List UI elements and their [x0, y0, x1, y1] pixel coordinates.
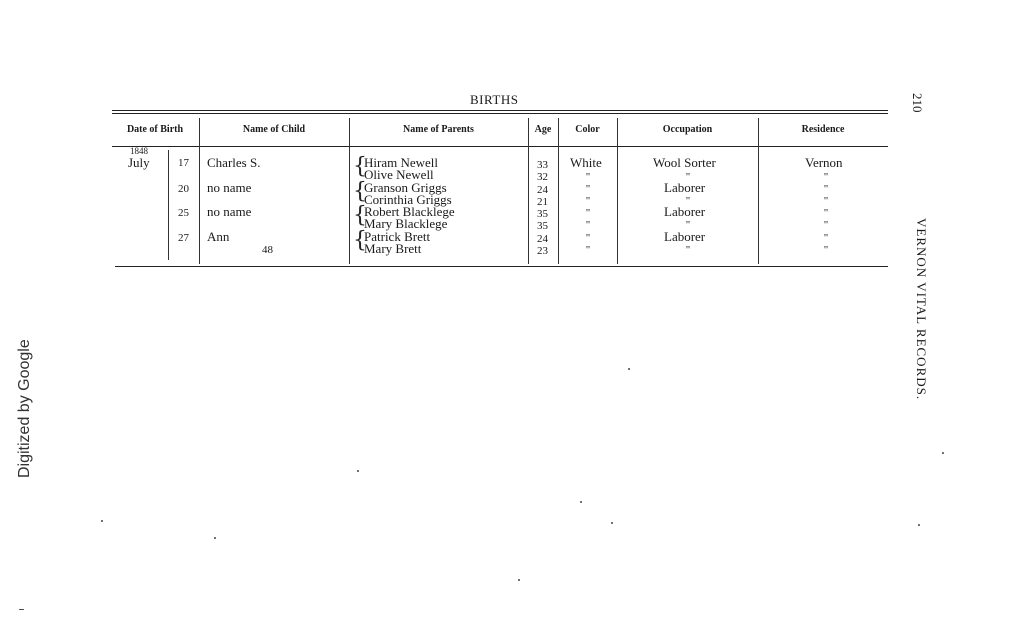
brace-icon: {: [353, 228, 367, 253]
scan-speck: [357, 470, 359, 472]
parent-cell: Robert Blacklege: [364, 204, 455, 219]
scan-speck: [628, 368, 630, 370]
col-line-color: [558, 118, 559, 264]
color-ditto: ": [585, 195, 591, 207]
residence-cell: Vernon: [805, 155, 843, 170]
col-line-child: [199, 118, 200, 264]
occupation-ditto: ": [685, 195, 691, 207]
header-residence: Residence: [801, 124, 845, 135]
child-cell: no name: [207, 180, 252, 195]
residence-ditto: ": [823, 171, 829, 183]
occupation-ditto: ": [685, 244, 691, 256]
header-color: Color: [575, 124, 600, 135]
scan-speck: [942, 452, 944, 454]
age-cell: 32: [537, 171, 548, 183]
occupation-cell: Laborer: [664, 180, 706, 195]
child-cell: no name: [207, 204, 252, 219]
age-cell: 21: [537, 196, 548, 208]
top-rule: [112, 110, 888, 111]
scan-speck: [580, 501, 582, 503]
scan-speck: [518, 579, 520, 581]
occupation-cell: Laborer: [664, 229, 706, 244]
scan-speck: [918, 524, 920, 526]
parent-cell: Corinthia Griggs: [364, 192, 452, 207]
page-title: BIRTHS: [470, 92, 519, 107]
residence-ditto: ": [823, 244, 829, 256]
child-cell: Charles S.: [207, 155, 261, 170]
color-ditto: ": [585, 219, 591, 231]
brace-icon: {: [353, 179, 367, 204]
residence-ditto: ": [823, 207, 829, 219]
age-cell: 23: [537, 245, 548, 257]
col-line-parents: [349, 118, 350, 264]
page-number: 210: [910, 93, 925, 113]
scan-speck: [19, 609, 24, 610]
scan-speck: [611, 522, 613, 524]
color-ditto: ": [585, 244, 591, 256]
bottom-rule: [115, 266, 888, 267]
day-cell: 27: [178, 232, 189, 244]
scan-speck: [214, 537, 216, 539]
age-cell: 24: [537, 184, 548, 196]
parent-cell: Mary Blacklege: [364, 216, 448, 231]
parent-cell: Hiram Newell: [364, 155, 439, 170]
age-cell: 24: [537, 233, 548, 245]
year-label: 1848: [130, 146, 148, 156]
parent-cell: Patrick Brett: [364, 229, 431, 244]
scan-speck: [101, 520, 103, 522]
brace-icon: {: [353, 154, 367, 179]
child-cell: Ann: [207, 229, 230, 244]
footnote-number: 48: [262, 244, 273, 256]
color-ditto: ": [585, 171, 591, 183]
brace-icon: {: [353, 203, 367, 228]
col-line-residence: [758, 118, 759, 264]
google-watermark: Digitized by Google: [16, 339, 33, 478]
day-cell: 25: [178, 207, 189, 219]
color-ditto: ": [585, 207, 591, 219]
parent-cell: Granson Griggs: [364, 180, 447, 195]
age-cell: 33: [537, 159, 548, 171]
age-cell: 35: [537, 208, 548, 220]
residence-ditto: ": [823, 195, 829, 207]
header-occupation: Occupation: [662, 124, 713, 135]
occupation-cell: Laborer: [664, 204, 706, 219]
parent-cell: Mary Brett: [364, 241, 422, 256]
day-cell: 20: [178, 183, 189, 195]
color-ditto: ": [585, 232, 591, 244]
col-line-occupation: [617, 118, 618, 264]
color-ditto: ": [585, 183, 591, 195]
occupation-ditto: ": [685, 219, 691, 231]
residence-ditto: ": [823, 183, 829, 195]
age-cell: 35: [537, 220, 548, 232]
occupation-ditto: ": [685, 171, 691, 183]
col-line-age: [528, 118, 529, 264]
color-cell: White: [570, 155, 602, 170]
day-cell: 17: [178, 157, 189, 169]
header-date-of-birth: Date of Birth: [126, 124, 184, 135]
residence-ditto: ": [823, 219, 829, 231]
parent-cell: Olive Newell: [364, 167, 434, 182]
top-rule-inner: [112, 113, 888, 114]
header-rule: [112, 146, 888, 147]
running-head: VERNON VITAL RECORDS.: [914, 218, 929, 401]
header-name-of-child: Name of Child: [242, 124, 306, 135]
residence-ditto: ": [823, 232, 829, 244]
col-line-day: [168, 150, 169, 260]
header-name-of-parents: Name of Parents: [403, 124, 474, 135]
occupation-cell: Wool Sorter: [653, 155, 716, 170]
header-age: Age: [534, 124, 552, 135]
month-label: July: [128, 155, 150, 170]
